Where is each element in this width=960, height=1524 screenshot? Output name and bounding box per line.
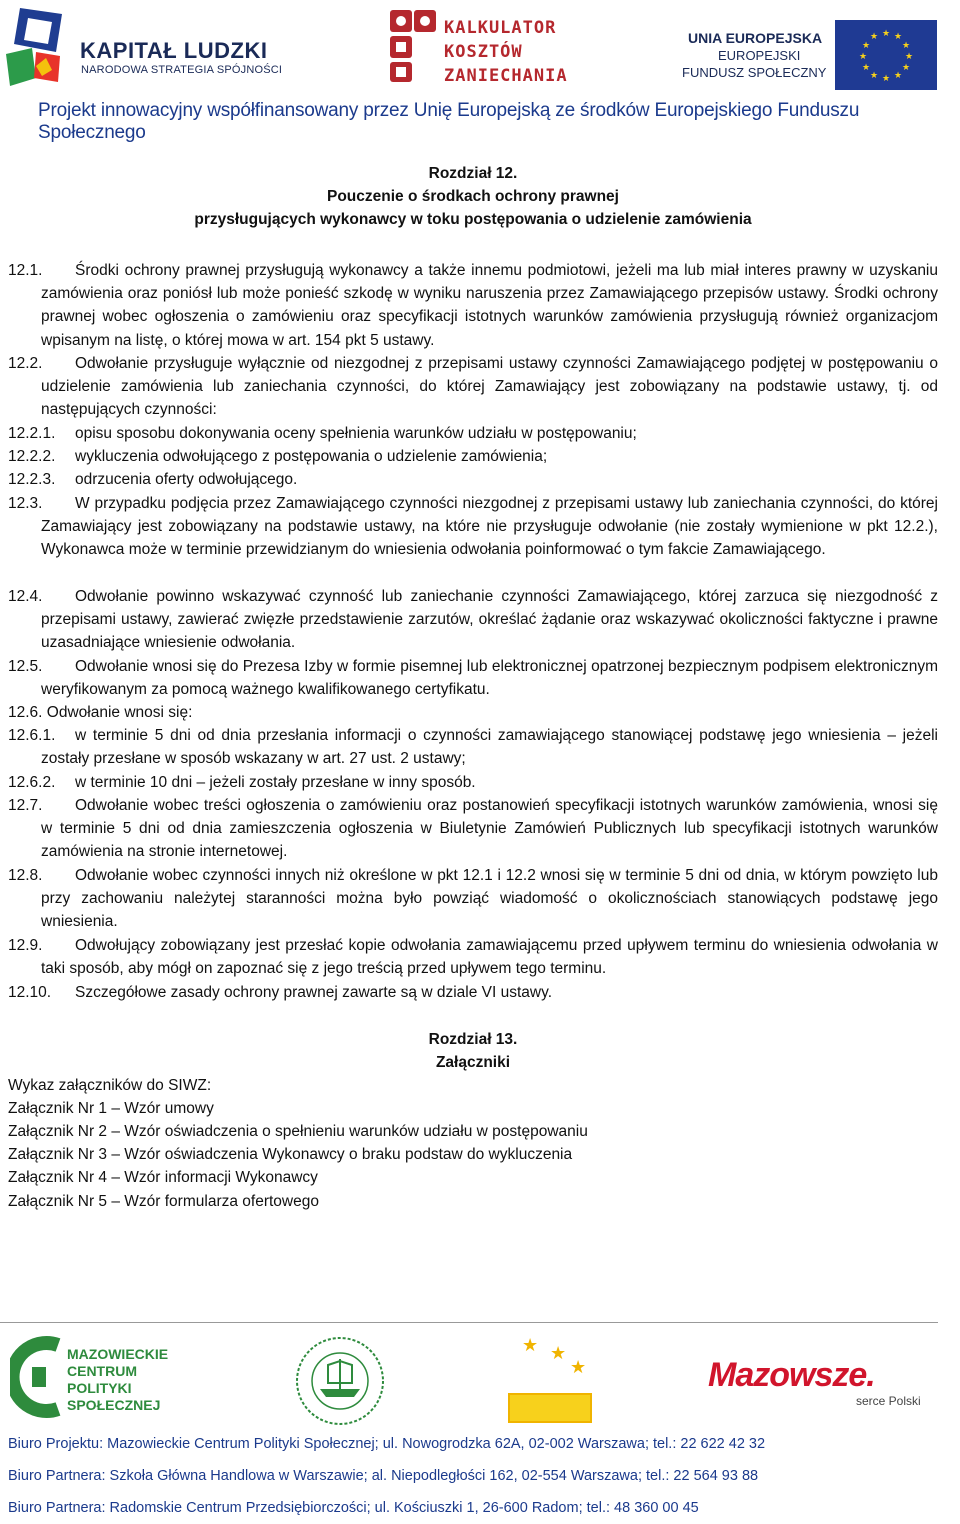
- svg-text:★: ★: [570, 1357, 587, 1378]
- item-text: Szczegółowe zasady ochrony prawnej zawarte są w dziale VI ustawy.: [75, 984, 552, 1001]
- item-number: 12.6.2.: [8, 774, 56, 791]
- paragraph-12-2: [8, 352, 938, 422]
- item-text: w terminie 10 dni – jeżeli zostały przesłane w inny sposób.: [75, 774, 476, 791]
- attachment-item: Załącznik Nr 3 – Wzór oświadczenia Wykonawcy o braku podstaw do wykluczenia: [8, 1146, 573, 1163]
- item-text: Środki ochrony prawnej przysługują wykonawcy a także innemu podmiotowi, jeżeli ma lub miał interes prawny w uzyskaniu zamówienia oraz poniósł lub może ponieść szkodę w wyniku naruszenia przez Zamawiającego przepisów ustawy. Środki ochrony prawnej wobec ogłoszenia o zamówieniu oraz specyfikacji istotnych warunków zamówienia przysługują również organizacjom wpisanym na listę, o której mowa w art. 154 pkt 5 ustawy.: [41, 262, 938, 349]
- item-number: 12.8.: [8, 867, 43, 884]
- item-number: 12.9.: [8, 937, 43, 954]
- chapter-12-heading: Rozdział 12.: [428, 165, 518, 182]
- paragraph-12-10: [8, 981, 552, 1004]
- item-text: opisu sposobu dokonywania oceny spełnienia warunków udziału w postępowaniu;: [75, 425, 637, 442]
- item-text: W przypadku podjęcia przez Zamawiającego czynności niezgodnej z przepisami ustawy lub zaniechania czynności, do której Zamawiający jest zobowiązany na podstawie ustawy, na które nie przysługuje odwołanie (nie zostały wymienione w pkt 12.2.), Wykonawca może w terminie przewidzianym do wniesienia odwołania poinformować o tym fakcie Zamawiającego.: [41, 495, 938, 559]
- item-text: Odwołanie wobec czynności innych niż określone w pkt 12.1 i 12.2 wnosi się w terminie 5 dni od dnia, w którym powzięto lub przy zachowaniu należytej staranności można było powziąć wiadomość o okolicznościach stanowiących podstawę jego wniesienia.: [41, 867, 938, 931]
- item-number: 12.5.: [8, 658, 43, 675]
- kalkulator-icons: [388, 8, 438, 84]
- mazowsze-logo: Mazowsze.: [708, 1356, 875, 1394]
- chapter-12-subtitle: Pouczenie o środkach ochrony prawnej: [327, 188, 619, 205]
- svg-text:★: ★: [901, 41, 911, 51]
- chapter-13-heading: Rozdział 13.: [428, 1031, 518, 1048]
- item-number: 12.2.: [8, 355, 43, 372]
- mazowsze-tagline: serce Polski: [856, 1394, 921, 1408]
- item-text: Odwołanie powinno wskazywać czynność lub zaniechanie czynności Zamawiającego, której zarzuca się niezgodność z przepisami ustawy, zawierać zwięzłe przedstawienie zarzutów, określać żądanie oraz wskazywać okoliczności faktyczne i prawne uzasadniające wniesienie odwołania.: [41, 588, 938, 652]
- item-number: 12.3.: [8, 495, 43, 512]
- kalkulator-line-1: KALKULATOR: [444, 18, 557, 38]
- rcp-logo: [500, 1333, 596, 1425]
- svg-text:★: ★: [901, 63, 911, 73]
- item-number: 12.2.2.: [8, 448, 56, 465]
- chapter-12-subtitle-2: przysługujących wykonawcy w toku postępowania o udzielenie zamówienia: [194, 211, 752, 228]
- mcps-logo-icon: [10, 1335, 62, 1419]
- ue-line-3: FUNDUSZ SPOŁECZNY: [682, 65, 827, 80]
- item-text: Odwołanie wnosi się do Prezesa Izby w formie pisemnej lub elektronicznej opatrzonej bezpiecznym podpisem elektronicznym weryfikowanym za pomocą ważnego kwalifikowanego certyfikatu.: [41, 658, 938, 699]
- item-text: Odwołanie przysługuje wyłącznie od niezgodnej z przepisami ustawy czynności Zamawiającego podjętej w postępowaniu o udzielenie zamówienia lub zaniechania czynności, do której Zamawiający jest zobowiązany na podstawie ustawy, tj. od następujących czynności:: [41, 355, 938, 419]
- footer-line-2: Biuro Partnera: Szkoła Główna Handlowa w Warszawie; al. Niepodległości 162, 02-554 Warszawa; tel.: 22 564 93 88: [8, 1468, 759, 1484]
- item-number: 12.7.: [8, 797, 43, 814]
- project-tagline: Projekt innowacyjny współfinansowany przez Unię Europejską ze środków Europejskiego Funduszu Społecznego: [38, 100, 860, 143]
- paragraph-12-6-2: [8, 771, 476, 794]
- item-number: 12.2.3.: [8, 471, 56, 488]
- attachment-item: Załącznik Nr 1 – Wzór umowy: [8, 1100, 214, 1117]
- mcps-line-4: SPOŁECZNEJ: [67, 1397, 161, 1413]
- item-number: 12.2.1.: [8, 425, 56, 442]
- paragraph-12-7: [8, 794, 938, 864]
- kapital-ludzki-logo: [6, 8, 66, 90]
- paragraph-12-1: [8, 259, 938, 352]
- item-number: 12.1.: [8, 262, 43, 279]
- item-text: wykluczenia odwołującego z postępowania o udzielenie zamówienia;: [75, 448, 548, 465]
- item-text: w terminie 5 dni od dnia przesłania informacji o czynności zamawiającego stanowiącej podstawę jego wniesienia – jeżeli zostały przesłane w sposób wskazany w art. 27 ust. 2 ustawy;: [41, 727, 938, 768]
- mcps-line-3: POLITYKI: [67, 1380, 132, 1396]
- svg-text:★: ★: [550, 1343, 567, 1364]
- svg-text:★: ★: [893, 71, 903, 81]
- kapital-ludzki-title: KAPITAŁ LUDZKI: [80, 38, 268, 63]
- svg-text:★: ★: [861, 41, 871, 51]
- mcps-line-2: CENTRUM: [67, 1363, 137, 1379]
- kapital-ludzki-subtitle: NARODOWA STRATEGIA SPÓJNOŚCI: [81, 64, 283, 76]
- svg-text:★: ★: [522, 1335, 539, 1356]
- paragraph-12-2-3: [8, 468, 297, 491]
- ue-line-1: UNIA EUROPEJSKA: [688, 30, 823, 46]
- attachment-item: Załącznik Nr 5 – Wzór formularza ofertowego: [8, 1193, 319, 1210]
- item-text: Odwołanie wobec treści ogłoszenia o zamówieniu oraz postanowień specyfikacji istotnych warunków zamówienia, wnosi się w terminie 5 dni od dnia zamieszczenia ogłoszenia w Biuletynie Zamówień Publicznych lub specyfikacji istotnych warunków zamówienia na stronie internetowej.: [41, 797, 938, 861]
- footer-divider: [0, 1322, 938, 1323]
- svg-text:★: ★: [869, 32, 879, 42]
- paragraph-12-8: [8, 864, 938, 934]
- item-number: 12.10.: [8, 984, 52, 1001]
- paragraph-12-3: [8, 492, 938, 562]
- sgh-seal-logo: [294, 1335, 386, 1427]
- item-number: 12.6.: [8, 704, 43, 721]
- item-text: odrzucenia oferty odwołującego.: [75, 471, 298, 488]
- svg-text:★: ★: [869, 71, 879, 81]
- kalkulator-line-2: KOSZTÓW: [444, 42, 523, 62]
- svg-text:★: ★: [861, 63, 871, 73]
- svg-text:★: ★: [881, 29, 891, 39]
- page-header: [0, 0, 960, 143]
- mcps-logo-text: [67, 1346, 168, 1414]
- attachment-item: Załącznik Nr 2 – Wzór oświadczenia o spełnieniu warunków udziału w postępowaniu: [8, 1123, 588, 1140]
- paragraph-12-2-1: [8, 422, 637, 445]
- paragraph-12-4: [8, 585, 938, 655]
- paragraph-12-6-1: [8, 724, 938, 770]
- eu-flag-icon: [835, 20, 937, 90]
- kalkulator-line-3: ZANIECHANIA: [444, 66, 568, 86]
- svg-text:★: ★: [881, 74, 891, 84]
- mcps-line-1: MAZOWIECKIE: [67, 1346, 169, 1362]
- paragraph-12-6: [8, 701, 192, 724]
- item-number: 12.4.: [8, 588, 43, 605]
- paragraph-12-9: [8, 934, 938, 980]
- footer-line-1: Biuro Projektu: Mazowieckie Centrum Polityki Społecznej; ul. Nowogrodzka 62A, 02-002 Warszawa; tel.: 22 622 42 32: [8, 1436, 766, 1452]
- attachment-item: Załącznik Nr 4 – Wzór informacji Wykonawcy: [8, 1169, 318, 1186]
- chapter-13-subtitle: Załączniki: [435, 1054, 511, 1071]
- paragraph-12-5: [8, 655, 938, 701]
- svg-text:★: ★: [858, 52, 868, 62]
- svg-text:★: ★: [904, 52, 914, 62]
- attachments-intro: Wykaz załączników do SIWZ:: [8, 1077, 212, 1094]
- item-text: Odwołujący zobowiązany jest przesłać kopie odwołania zamawiającemu przed upływem terminu do wniesienia odwołania w taki sposób, aby mógł on zapoznać się z jego treścią przed upływem tego terminu.: [41, 937, 938, 978]
- svg-text:★: ★: [893, 32, 903, 42]
- item-text: Odwołanie wnosi się:: [46, 704, 193, 721]
- item-number: 12.6.1.: [8, 727, 56, 744]
- paragraph-12-2-2: [8, 445, 547, 468]
- footer-line-3: Biuro Partnera: Radomskie Centrum Przedsiębiorczości; ul. Kościuszki 1, 26-600 Radom; tel.: 48 360 00 45: [8, 1500, 699, 1516]
- ue-line-2: EUROPEJSKI: [718, 48, 801, 63]
